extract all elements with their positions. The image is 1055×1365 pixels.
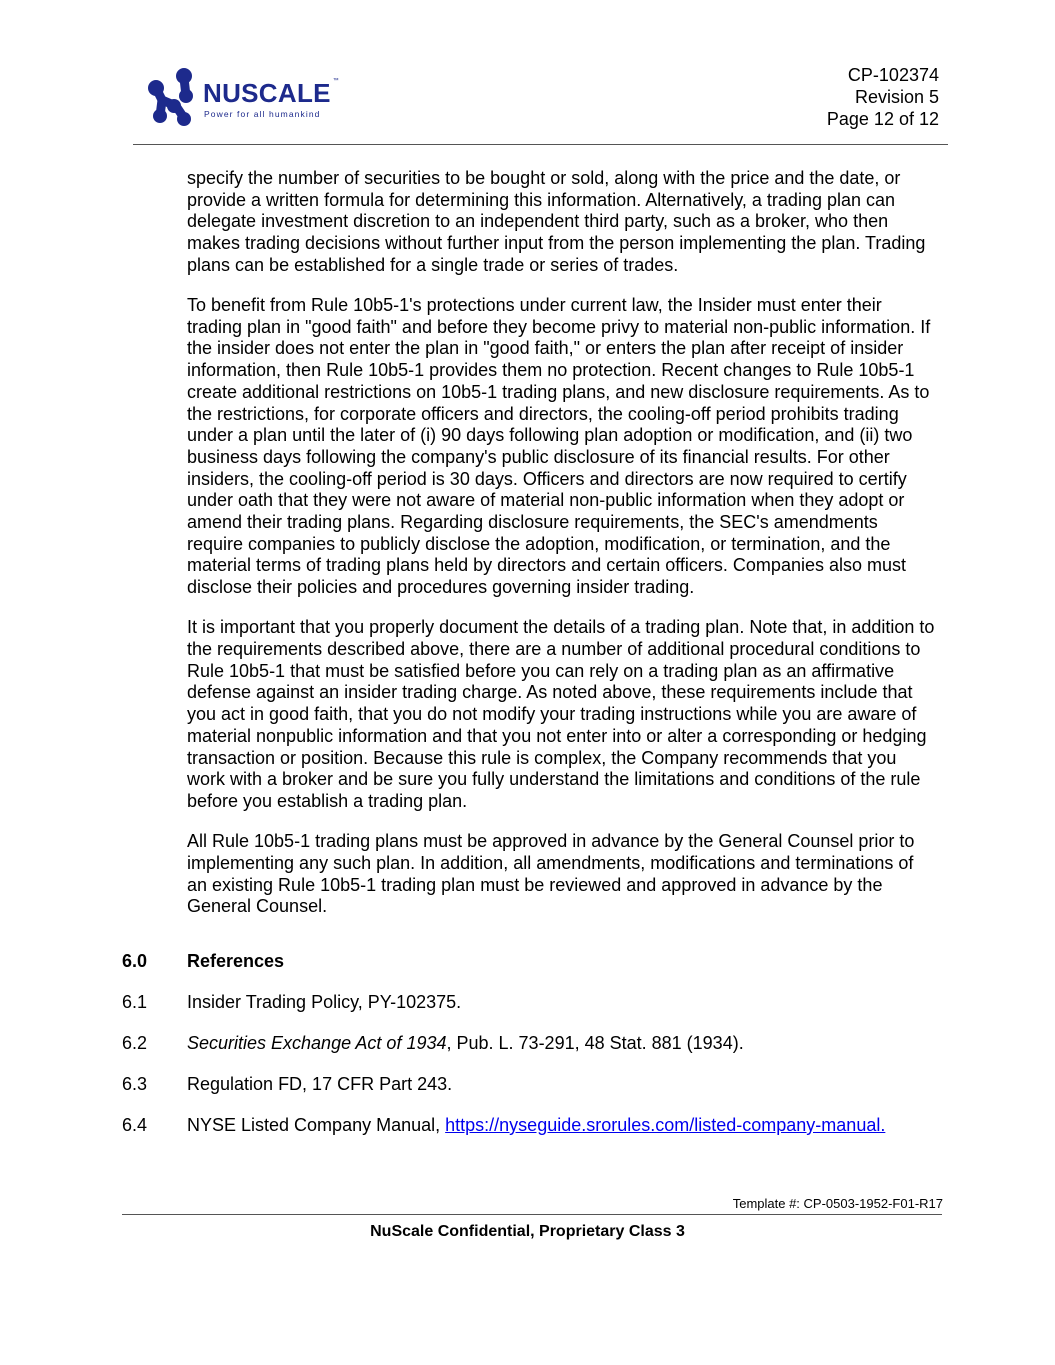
paragraph: To benefit from Rule 10b5-1's protections under current law, the Insider must enter their trading plan in "good faith" and before they become privy to material non-public information. If the insider does not enter the plan in "good faith," or enters the plan after receipt of insider information, then Rule 10b5-1 provides them no protection. Recent changes to Rule 10b5-1 create additional restrictions on 10b5-1 trading plans, and new disclosure requirements. As to the restrictions, for corporate officers and directors, the cooling-off period prohibits trading under a plan until the later of (i) 90 days following plan adoption or modification, and (ii) two business days following the company's public disclosure of its financial results. For other insiders, the cooling-off period is 30 days. Officers and directors are now required to certify under oath that they were not aware of material non-public information when they adopt or amend their trading plans. Regarding disclosure requirements, the SEC's amendments require companies to publicly disclose the adoption, modification, or termination, and the material terms of trading plans held by directors and certain officers. Companies also must disclose their policies and procedures governing insider trading. (187, 295, 931, 598)
paragraph: specify the number of securities to be bought or sold, along with the price and the date, or provide a written formula for determining this information. Alternatively, a trading plan can delegate investment discretion to an independent third party, such as a broker, who then makes trading decisions without further input from the person implementing the plan. Trading plans can be established for a single trade or series of trades. (187, 168, 926, 275)
nuscale-logo: NUSCALE ™ Power for all humankind (146, 66, 346, 128)
doc-number: CP-102374 (847, 65, 939, 85)
paragraph: All Rule 10b5-1 trading plans must be approved in advance by the General Counsel prior to implementing any such plan. In addition, all amendments, modifications and terminations of an existing Rule 10b5-1 trading plan must be reviewed and approved in advance by the General Counsel. (187, 831, 915, 917)
confidentiality-notice: NuScale Confidential, Proprietary Class 3 (370, 1223, 685, 1240)
reference-item: 6.3 Regulation FD, 17 CFR Part 243. (122, 1074, 453, 1094)
footer-divider (122, 1214, 942, 1215)
paragraph: It is important that you properly document the details of a trading plan. Note that, in addition to the requirements described above, there are a number of additional procedural conditions to Rule 10b5-1 that must be satisfied before you can rely on a trading plan as an affirmative defense against an insider trading charge. As noted above, these requirements include that you act in good faith, that you do not modify your trading instructions while you are aware of material nonpublic information and that you not enter into or alter a corresponding or hedging transaction or position. Because this rule is complex, the Company recommends that you work with a broker and be sure you fully understand the limitations and conditions of the rule before you establish a trading plan. (187, 617, 935, 811)
reference-item: 6.1 Insider Trading Policy, PY-102375. (122, 992, 462, 1012)
logo-wordmark: NUSCALE ™ (203, 78, 339, 108)
page-number: Page 12 of 12 (826, 109, 939, 129)
page-footer (0, 1196, 1055, 1281)
reference-item: 6.2 Securities Exchange Act of 1934, Pub. L. 73-291, 48 Stat. 881 (1934). (122, 1033, 744, 1053)
template-number: Template #: CP-0503-1952-F01-R17 (732, 1196, 943, 1211)
reference-item: 6.4 NYSE Listed Company Manual, https://nyseguide.srorules.com/listed-company-manual. (122, 1115, 886, 1135)
nyse-manual-link[interactable]: https://nyseguide.srorules.com/listed-company-manual. (445, 1115, 886, 1135)
section-heading: 6.0 References (122, 951, 285, 971)
revision: Revision 5 (854, 87, 939, 107)
body-text (187, 168, 937, 918)
